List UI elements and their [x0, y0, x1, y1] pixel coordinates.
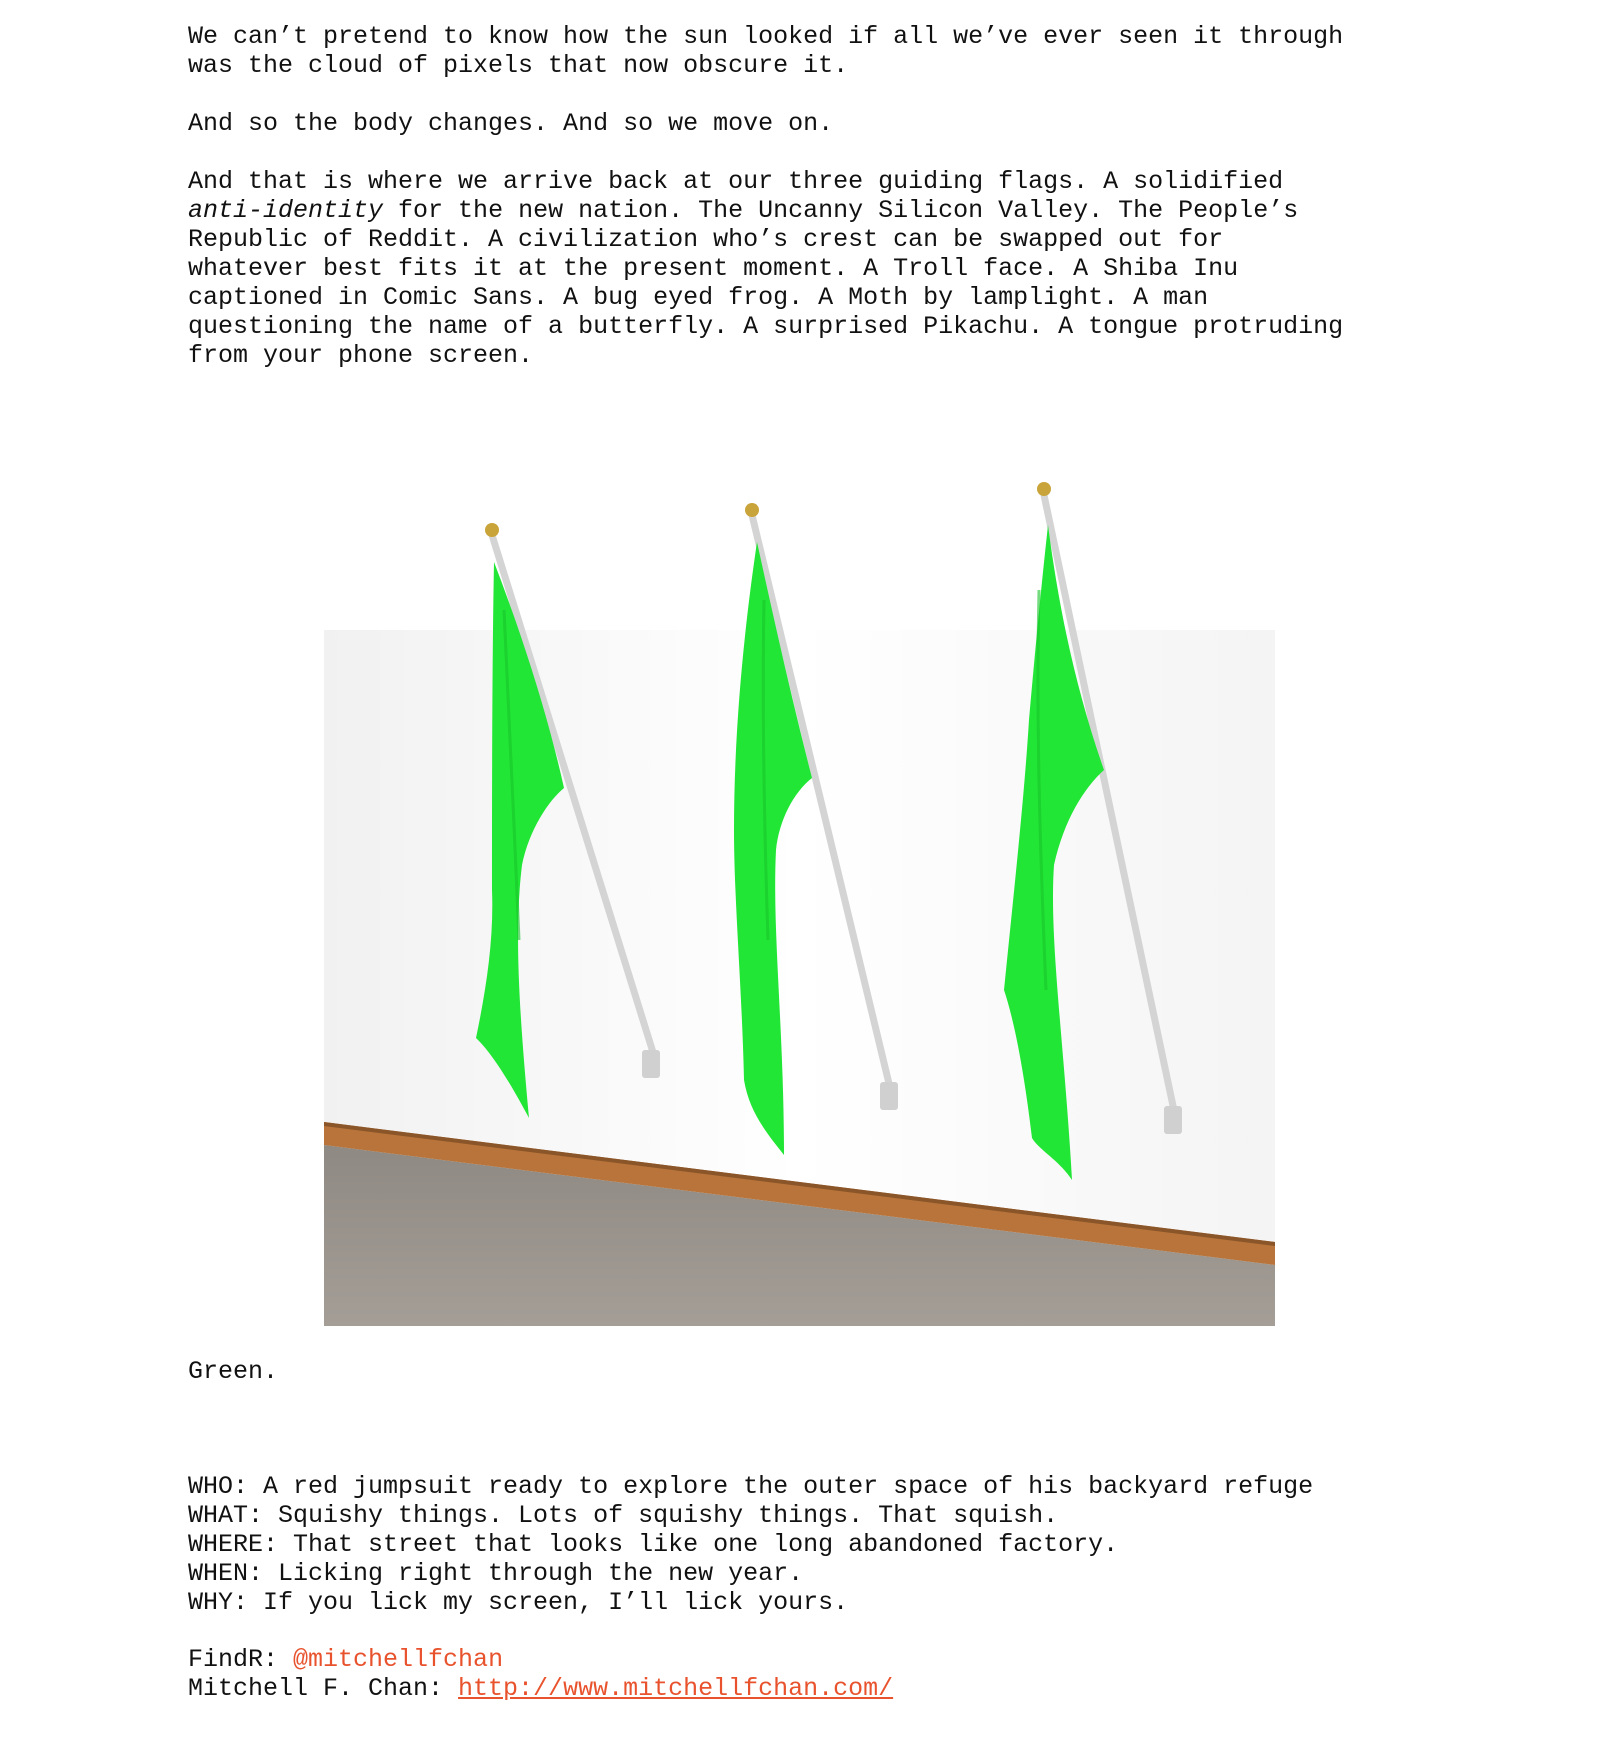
paragraph-1-line-2: was the cloud of pixels that now obscure it. [188, 51, 849, 80]
fact-who: WHO: A red jumpsuit ready to explore the outer space of his backyard refuge [188, 1472, 1314, 1501]
three-green-flags-photo [324, 470, 1275, 1326]
paragraph-3-line-7: from your phone screen. [188, 341, 534, 370]
site-line [188, 1674, 893, 1703]
fact-what: WHAT: Squishy things. Lots of squishy things. That squish. [188, 1501, 1059, 1530]
paragraph-3-line-4: whatever best fits it at the present moment. A Troll face. A Shiba Inu [188, 254, 1239, 283]
fact-when: WHEN: Licking right through the new year. [188, 1559, 804, 1588]
paragraph-1-line-1: We can’t pretend to know how the sun looked if all we’ve ever seen it through [188, 22, 1344, 51]
paragraph-3-line-2: for the new nation. The Uncanny Silicon Valley. The People’s [383, 196, 1299, 225]
fact-where: WHERE: That street that looks like one long abandoned factory. [188, 1530, 1119, 1559]
paragraph-2: And so the body changes. And so we move on. [188, 109, 834, 138]
paragraph-3-line-5: captioned in Comic Sans. A bug eyed frog. A Moth by lamplight. A man [188, 283, 1209, 312]
paragraph-1 [188, 22, 1448, 80]
article-body [188, 22, 1448, 370]
paragraph-3-line-6: questioning the name of a butterfly. A surprised Pikachu. A tongue protruding [188, 312, 1344, 341]
facts-list [188, 1472, 1313, 1617]
findr-label: FindR: [188, 1645, 294, 1674]
site-url-link[interactable]: http://www.mitchellfchan.com/ [458, 1674, 894, 1703]
paragraph-3-line-3: Republic of Reddit. A civilization who’s crest can be swapped out for [188, 225, 1224, 254]
findr-handle-link[interactable]: @mitchellfchan [293, 1645, 504, 1674]
fact-why: WHY: If you lick my screen, I’ll lick yours. [188, 1588, 849, 1617]
figure-caption: Green. [188, 1357, 279, 1386]
site-label: Mitchell F. Chan: [188, 1674, 459, 1703]
paragraph-3 [188, 167, 1448, 370]
italic-term: anti-identity [188, 196, 384, 225]
paragraph-3-line-1: And that is where we arrive back at our three guiding flags. A solidified [188, 167, 1284, 196]
credits [188, 1645, 893, 1703]
findr-line [188, 1645, 893, 1674]
